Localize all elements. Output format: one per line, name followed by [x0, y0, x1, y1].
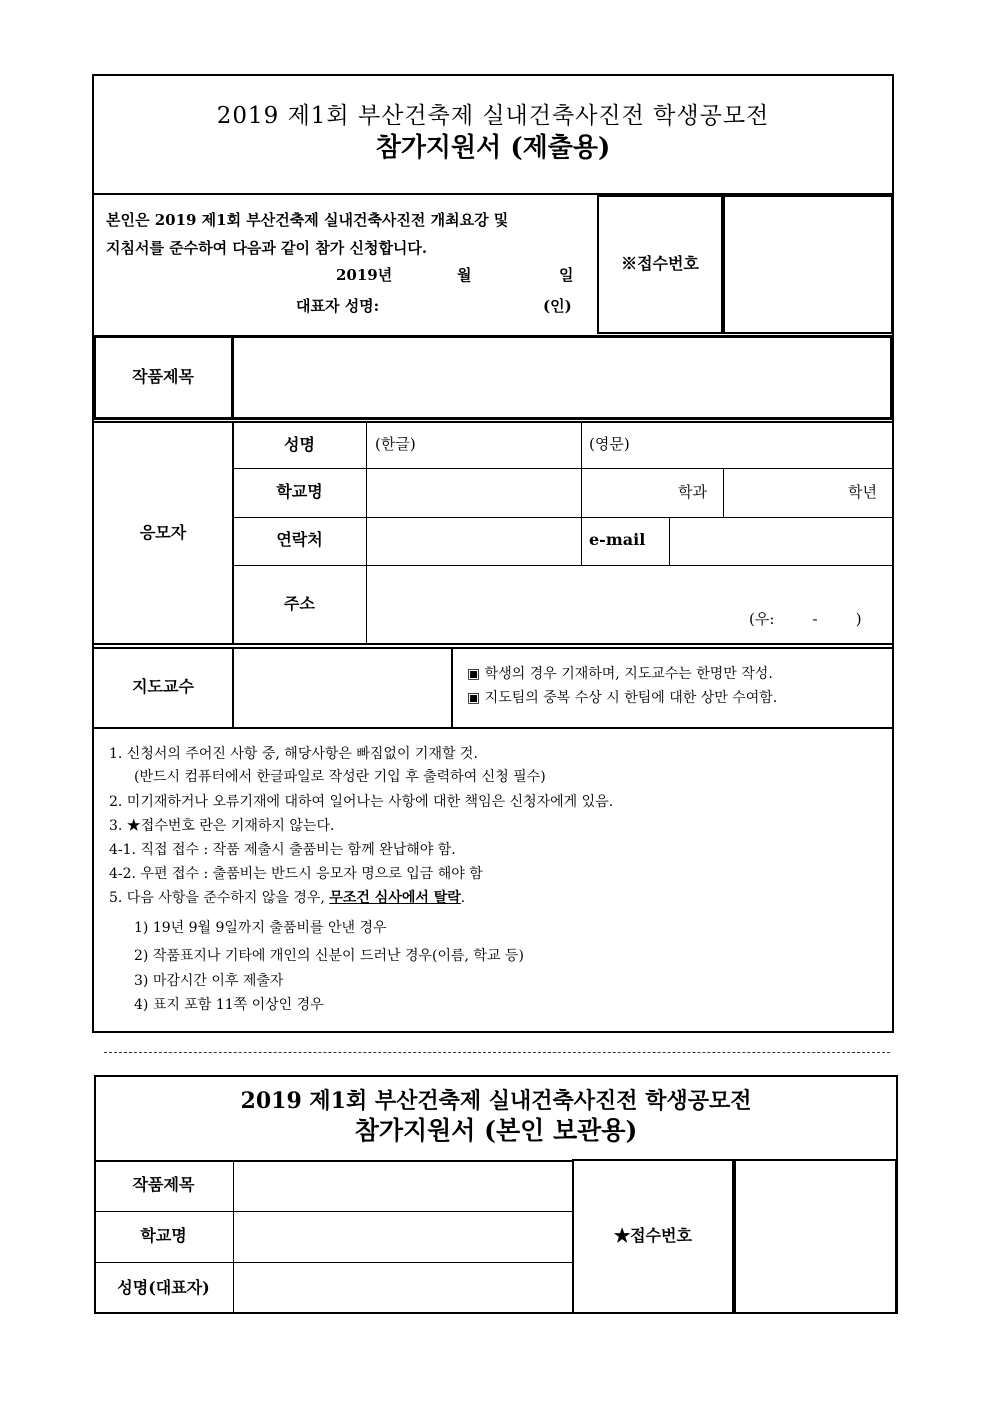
- divider: [669, 517, 670, 565]
- work-title-input[interactable]: [240, 345, 889, 411]
- form2-school-label: 학교명: [140, 1226, 187, 1245]
- advisor-label: 지도교수: [132, 677, 194, 696]
- name-english-hint: (영문): [589, 435, 630, 453]
- form1-title-line2: 참가지원서 (제출용): [375, 133, 611, 163]
- note-2: 2. 미기재하거나 오류기재에 대하여 일어나는 사항에 대한 책임은 신청자에게 있음.: [109, 794, 614, 810]
- cut-line: [104, 1052, 890, 1053]
- divider: [232, 468, 894, 469]
- form2-receipt-label: ★접수번호: [614, 1226, 692, 1245]
- work-title-label: 작품제목: [132, 367, 194, 386]
- email-input[interactable]: [676, 524, 890, 560]
- address-input[interactable]: [372, 572, 890, 604]
- email-label: e-mail: [589, 530, 646, 549]
- note-5-item-1: 1) 19년 9월 9일까지 출품비를 안낸 경우: [134, 920, 387, 936]
- note-5-item-2: 2) 작품표지나 기타에 개인의 신분이 드러난 경우(이름, 학교 등): [134, 948, 524, 964]
- divider: [581, 421, 582, 565]
- note-5: [109, 891, 465, 905]
- note-3: 3. ★접수번호 란은 기재하지 않는다.: [109, 818, 335, 834]
- seal-mark: (인): [543, 297, 572, 315]
- advisor-note-1: ▣ 학생의 경우 기재하며, 지도교수는 한명만 작성.: [467, 666, 773, 682]
- applicant-label: 응모자: [139, 523, 187, 542]
- receipt-number-label: ※접수번호: [621, 254, 699, 273]
- name-english-input[interactable]: [646, 430, 890, 462]
- note-5-item-4: 4) 표지 포함 11쪽 이상인 경우: [134, 997, 324, 1013]
- form2-name-label: 성명(대표자): [117, 1278, 210, 1297]
- form2-title-line2: 참가지원서 (본인 보관용): [354, 1116, 638, 1145]
- address-label: 주소: [284, 594, 315, 613]
- department-label: 학과: [678, 483, 707, 501]
- divider: [94, 1211, 572, 1212]
- divider: [232, 517, 894, 518]
- contact-input[interactable]: [372, 524, 579, 560]
- date-month: 월: [457, 266, 472, 284]
- form1-title-line1: 2019 제1회 부산건축제 실내건축사진전 학생공모전: [216, 103, 770, 129]
- zip-code-field: (우: - ): [749, 610, 862, 628]
- contact-label: 연락처: [276, 530, 323, 549]
- date-day: 일: [559, 266, 574, 284]
- department-input[interactable]: [588, 476, 677, 512]
- pledge-text-line2: 지침서를 준수하여 다음과 같이 참가 신청합니다.: [106, 239, 428, 257]
- note-5-text: 5. 다음 사항을 준수하지 않을 경우,: [109, 890, 330, 906]
- form2-receipt-number-cell: [734, 1159, 897, 1314]
- note-1: 1. 신청서의 주어진 사항 중, 해당사항은 빠짐없이 기재할 것.: [109, 746, 478, 762]
- grade-label: 학년: [848, 483, 877, 501]
- form2-school-input[interactable]: [240, 1219, 570, 1257]
- school-label: 학교명: [276, 482, 323, 501]
- divider: [723, 468, 724, 517]
- note-4-2: 4-2. 우편 접수 : 출품비는 반드시 응모자 명으로 입금 해야 함: [109, 866, 483, 882]
- advisor-input[interactable]: [240, 660, 448, 718]
- form2-work-title-input[interactable]: [240, 1168, 570, 1206]
- divider: [451, 647, 453, 729]
- receipt-number-cell: [723, 195, 893, 334]
- date-year: 2019년: [336, 266, 393, 284]
- note-4-1: 4-1. 직접 접수 : 작품 제출시 출품비는 함께 완납해야 함.: [109, 842, 456, 858]
- grade-input[interactable]: [730, 476, 846, 512]
- name-korean-input[interactable]: [432, 430, 578, 462]
- note-5-item-3: 3) 마감시간 이후 제출자: [134, 973, 284, 989]
- form2-title-line1: 2019 제1회 부산건축제 실내건축사진전 학생공모전: [240, 1088, 752, 1114]
- divider: [94, 1262, 572, 1263]
- divider: [366, 421, 367, 645]
- note-5-end: .: [460, 890, 466, 906]
- form2-name-input[interactable]: [240, 1270, 570, 1310]
- divider: [94, 1160, 572, 1162]
- school-input[interactable]: [372, 476, 579, 512]
- divider: [232, 565, 894, 566]
- representative-label: 대표자 성명:: [296, 297, 380, 315]
- note-1-sub: (반드시 컴퓨터에서 한글파일로 작성란 기입 후 출력하여 신청 필수): [134, 769, 546, 785]
- form2-work-title-label: 작품제목: [132, 1175, 195, 1194]
- divider: [233, 1160, 234, 1314]
- pledge-text-line1: 본인은 2019 제1회 부산건축제 실내건축사진전 개최요강 및: [106, 211, 509, 229]
- name-label: 성명: [284, 435, 315, 454]
- representative-name-input[interactable]: [396, 294, 540, 320]
- advisor-note-2: ▣ 지도팀의 중복 수상 시 한팀에 대한 상만 수여함.: [467, 690, 778, 706]
- name-korean-hint: (한글): [375, 435, 416, 453]
- note-5-emphasis: 무조건 심사에서 탈락: [329, 890, 461, 906]
